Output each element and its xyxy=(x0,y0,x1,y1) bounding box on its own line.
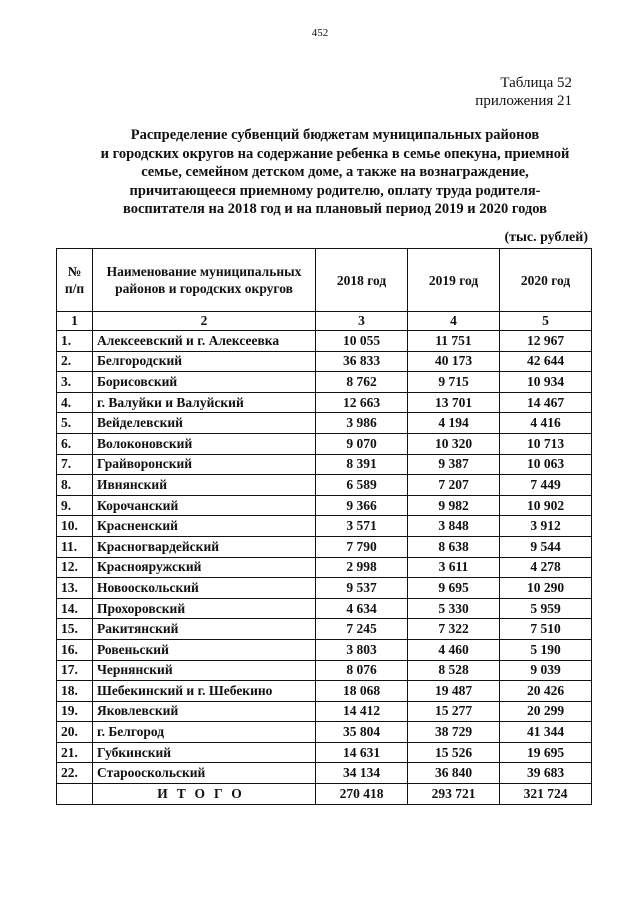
value-2020: 5 959 xyxy=(500,598,592,619)
district-name: Шебекинский и г. Шебекино xyxy=(93,681,316,702)
value-2018: 9 070 xyxy=(316,433,408,454)
value-2018: 4 634 xyxy=(316,598,408,619)
value-2020: 10 934 xyxy=(500,372,592,393)
district-name: Прохоровский xyxy=(93,598,316,619)
table-reference xyxy=(475,74,572,110)
district-name: Чернянский xyxy=(93,660,316,681)
table-row xyxy=(57,660,592,681)
table-row xyxy=(57,351,592,372)
value-2018: 35 804 xyxy=(316,722,408,743)
district-name: Волоконовский xyxy=(93,433,316,454)
value-2019: 38 729 xyxy=(408,722,500,743)
value-2020: 20 426 xyxy=(500,681,592,702)
table-row xyxy=(57,372,592,393)
value-2020: 9 544 xyxy=(500,536,592,557)
row-number: 14. xyxy=(57,598,93,619)
total-row xyxy=(57,784,592,805)
table-row xyxy=(57,742,592,763)
row-number: 17. xyxy=(57,660,93,681)
row-number: 7. xyxy=(57,454,93,475)
row-number: 5. xyxy=(57,413,93,434)
row-number: 11. xyxy=(57,536,93,557)
row-number: 12. xyxy=(57,557,93,578)
value-2020: 7 449 xyxy=(500,475,592,496)
units-label: (тыс. рублей) xyxy=(504,230,588,245)
value-2019: 15 277 xyxy=(408,701,500,722)
total-label: ИТОГО xyxy=(93,784,316,805)
table-row xyxy=(57,392,592,413)
value-2020: 7 510 xyxy=(500,619,592,640)
value-2018: 3 571 xyxy=(316,516,408,537)
row-number: 8. xyxy=(57,475,93,496)
value-2018: 6 589 xyxy=(316,475,408,496)
value-2020: 19 695 xyxy=(500,742,592,763)
subvention-table xyxy=(56,248,592,805)
table-row xyxy=(57,331,592,352)
value-2019: 8 638 xyxy=(408,536,500,557)
value-2020: 10 713 xyxy=(500,433,592,454)
value-2018: 36 833 xyxy=(316,351,408,372)
row-number: 3. xyxy=(57,372,93,393)
value-2020: 3 912 xyxy=(500,516,592,537)
value-2019: 8 528 xyxy=(408,660,500,681)
table-row xyxy=(57,722,592,743)
value-2019: 3 848 xyxy=(408,516,500,537)
value-2019: 15 526 xyxy=(408,742,500,763)
table-ref-line-1: Таблица 52 xyxy=(500,75,572,91)
district-name: Краснояружский xyxy=(93,557,316,578)
table-row xyxy=(57,763,592,784)
district-name: Красногвардейский xyxy=(93,536,316,557)
value-2020: 10 290 xyxy=(500,578,592,599)
title-line-1: Распределение субвенций бюджетам муниципальных районов xyxy=(130,127,540,143)
value-2020: 20 299 xyxy=(500,701,592,722)
row-number: 4. xyxy=(57,392,93,413)
value-2019: 10 320 xyxy=(408,433,500,454)
row-number: 13. xyxy=(57,578,93,599)
value-2018: 8 076 xyxy=(316,660,408,681)
district-name: г. Валуйки и Валуйский xyxy=(93,392,316,413)
value-2018: 7 790 xyxy=(316,536,408,557)
table-row xyxy=(57,557,592,578)
value-2019: 9 387 xyxy=(408,454,500,475)
value-2018: 3 803 xyxy=(316,639,408,660)
title-line-4: причитающееся приемному родителю, оплату труда родителя- xyxy=(129,182,541,199)
value-2020: 39 683 xyxy=(500,763,592,784)
value-2019: 9 715 xyxy=(408,372,500,393)
district-name: Ровеньский xyxy=(93,639,316,660)
district-name: Вейделевский xyxy=(93,413,316,434)
district-name: Губкинский xyxy=(93,742,316,763)
value-2020: 14 467 xyxy=(500,392,592,413)
district-name: г. Белгород xyxy=(93,722,316,743)
district-name: Старооскольский xyxy=(93,763,316,784)
value-2018: 2 998 xyxy=(316,557,408,578)
table-row xyxy=(57,536,592,557)
row-number: 20. xyxy=(57,722,93,743)
value-2019: 19 487 xyxy=(408,681,500,702)
table-row xyxy=(57,701,592,722)
header-2020: 2020 год xyxy=(500,249,592,312)
value-2018: 14 631 xyxy=(316,742,408,763)
value-2019: 40 173 xyxy=(408,351,500,372)
header-2018: 2018 год xyxy=(316,249,408,312)
row-number: 21. xyxy=(57,742,93,763)
value-2019: 13 701 xyxy=(408,392,500,413)
header-name: Наименование муниципальных районов и городских округов xyxy=(93,249,316,312)
table-row xyxy=(57,475,592,496)
row-number: 1. xyxy=(57,331,93,352)
table-row xyxy=(57,598,592,619)
value-2018: 9 366 xyxy=(316,495,408,516)
value-2018: 10 055 xyxy=(316,331,408,352)
row-number: 16. xyxy=(57,639,93,660)
district-name: Корочанский xyxy=(93,495,316,516)
value-2020: 9 039 xyxy=(500,660,592,681)
value-2019: 36 840 xyxy=(408,763,500,784)
district-name: Яковлевский xyxy=(93,701,316,722)
table-row xyxy=(57,413,592,434)
column-number: 4 xyxy=(408,312,500,331)
table-row xyxy=(57,516,592,537)
title-line-2: и городских округов на содержание ребенка в семье опекуна, приемной xyxy=(100,145,570,162)
row-number: 19. xyxy=(57,701,93,722)
value-2018: 34 134 xyxy=(316,763,408,784)
value-2020: 12 967 xyxy=(500,331,592,352)
row-number: 9. xyxy=(57,495,93,516)
total-no-cell xyxy=(57,784,93,805)
value-2018: 7 245 xyxy=(316,619,408,640)
table-row xyxy=(57,433,592,454)
value-2020: 4 278 xyxy=(500,557,592,578)
value-2019: 11 751 xyxy=(408,331,500,352)
row-number: 2. xyxy=(57,351,93,372)
total-2020: 321 724 xyxy=(500,784,592,805)
value-2019: 4 460 xyxy=(408,639,500,660)
row-number: 6. xyxy=(57,433,93,454)
table-row xyxy=(57,639,592,660)
table-row xyxy=(57,681,592,702)
column-number: 3 xyxy=(316,312,408,331)
column-number: 5 xyxy=(500,312,592,331)
header-row xyxy=(57,249,592,312)
district-name: Борисовский xyxy=(93,372,316,393)
value-2020: 42 644 xyxy=(500,351,592,372)
header-no: № п/п xyxy=(57,249,93,312)
table-row xyxy=(57,619,592,640)
table-row xyxy=(57,495,592,516)
title-line-3: семье, семейном детском доме, а также на вознаграждение, xyxy=(141,164,529,181)
row-number: 10. xyxy=(57,516,93,537)
district-name: Грайворонский xyxy=(93,454,316,475)
value-2018: 8 762 xyxy=(316,372,408,393)
value-2018: 14 412 xyxy=(316,701,408,722)
value-2020: 41 344 xyxy=(500,722,592,743)
table-ref-line-2: приложения 21 xyxy=(475,93,572,109)
value-2018: 3 986 xyxy=(316,413,408,434)
row-number: 15. xyxy=(57,619,93,640)
district-name: Алексеевский и г. Алексеевка xyxy=(93,331,316,352)
value-2020: 10 902 xyxy=(500,495,592,516)
value-2019: 9 695 xyxy=(408,578,500,599)
value-2019: 5 330 xyxy=(408,598,500,619)
value-2019: 7 207 xyxy=(408,475,500,496)
district-name: Белгородский xyxy=(93,351,316,372)
district-name: Ивнянский xyxy=(93,475,316,496)
value-2020: 10 063 xyxy=(500,454,592,475)
title-line-5: воспитателя на 2018 год и на плановый период 2019 и 2020 годов xyxy=(123,201,547,218)
table-row xyxy=(57,578,592,599)
total-2019: 293 721 xyxy=(408,784,500,805)
value-2018: 8 391 xyxy=(316,454,408,475)
value-2019: 9 982 xyxy=(408,495,500,516)
row-number: 18. xyxy=(57,681,93,702)
total-2018: 270 418 xyxy=(316,784,408,805)
column-number: 2 xyxy=(93,312,316,331)
district-name: Красненский xyxy=(93,516,316,537)
district-name: Ракитянский xyxy=(93,619,316,640)
value-2019: 4 194 xyxy=(408,413,500,434)
district-name: Новооскольский xyxy=(93,578,316,599)
value-2020: 5 190 xyxy=(500,639,592,660)
column-number: 1 xyxy=(57,312,93,331)
value-2019: 7 322 xyxy=(408,619,500,640)
value-2019: 3 611 xyxy=(408,557,500,578)
value-2018: 12 663 xyxy=(316,392,408,413)
table-row xyxy=(57,454,592,475)
header-2019: 2019 год xyxy=(408,249,500,312)
value-2018: 18 068 xyxy=(316,681,408,702)
column-number-row xyxy=(57,312,592,331)
value-2020: 4 416 xyxy=(500,413,592,434)
document-title xyxy=(70,126,600,219)
value-2018: 9 537 xyxy=(316,578,408,599)
page-number: 452 xyxy=(311,27,329,39)
row-number: 22. xyxy=(57,763,93,784)
